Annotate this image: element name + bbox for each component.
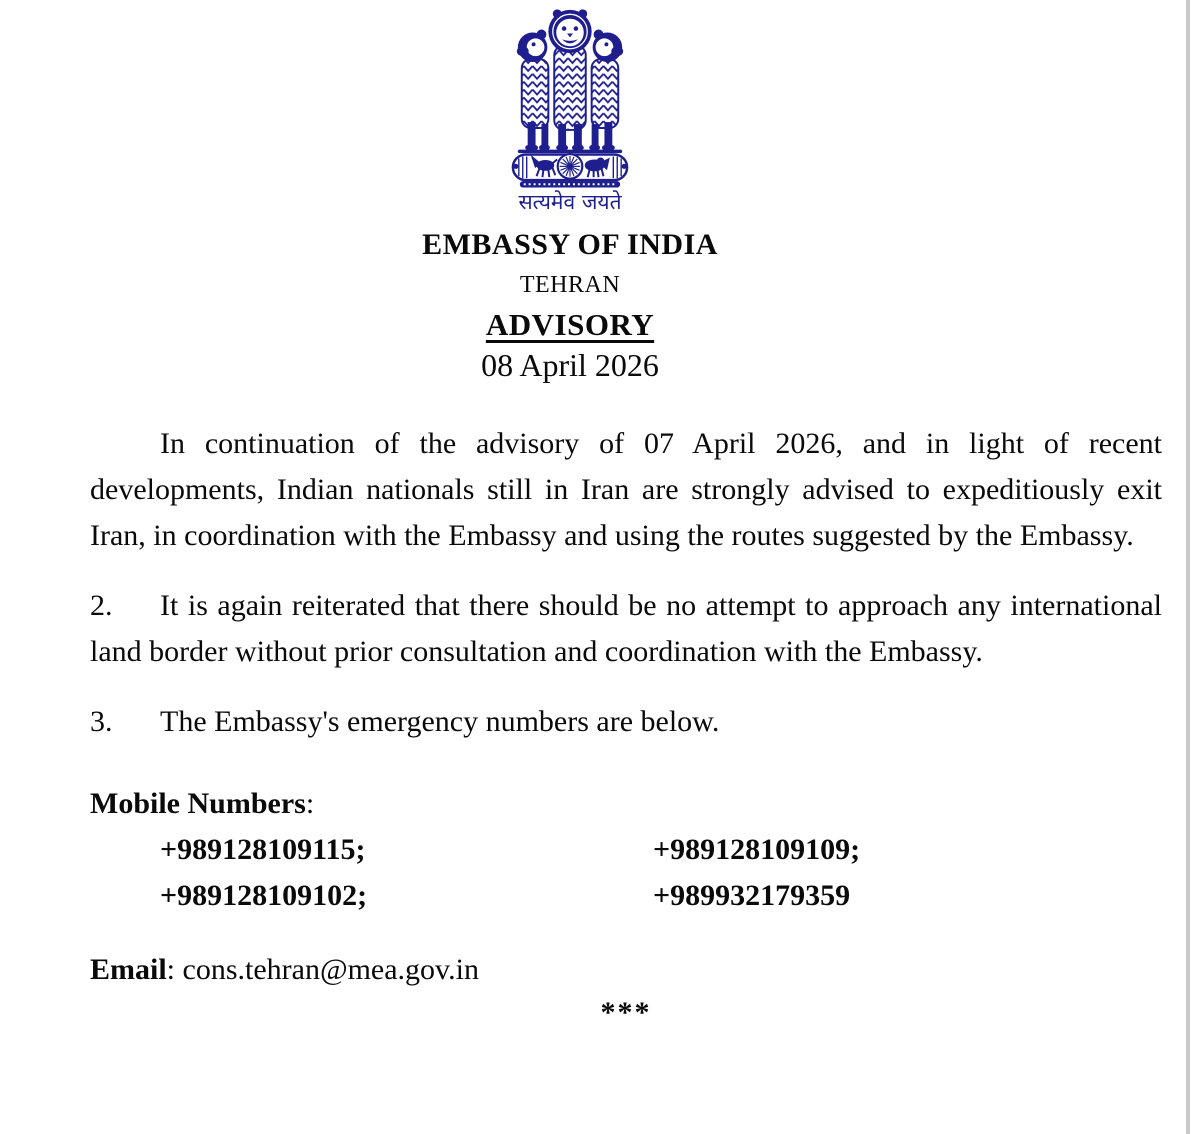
phone-number-4: +989932179359 bbox=[653, 879, 851, 912]
advisory-date: 08 April 2026 bbox=[481, 347, 659, 383]
paragraph-2 bbox=[90, 583, 1162, 675]
phone-number-1: +989128109115; bbox=[160, 833, 366, 866]
mobile-numbers-heading bbox=[90, 781, 1162, 827]
india-state-emblem bbox=[0, 2, 1140, 215]
paragraph-3-text: The Embassy's emergency numbers are below. bbox=[160, 705, 720, 738]
paragraph-2-text: It is again reiterated that there should be no attempt to approach any international land border without prior consultation and coordination with the Embassy. bbox=[90, 589, 1162, 668]
ashoka-lion-capital-icon bbox=[506, 2, 634, 189]
phone-number-2: +989128109109; bbox=[653, 833, 861, 866]
phone-numbers-row-2 bbox=[90, 873, 1162, 919]
email-separator: : bbox=[166, 953, 183, 986]
paragraph-3-number: 3. bbox=[90, 705, 113, 738]
satyameva-jayate-motto: सत्यमेव जयते bbox=[518, 190, 622, 214]
email-label: Email bbox=[90, 953, 167, 986]
email-address: cons.tehran@mea.gov.in bbox=[182, 953, 479, 986]
page-right-edge-line bbox=[1186, 0, 1190, 1134]
advisory-title: ADVISORY bbox=[485, 307, 655, 342]
paragraph-3 bbox=[90, 699, 1162, 745]
document-header bbox=[0, 0, 1140, 385]
end-of-document-mark: *** bbox=[600, 996, 652, 1029]
phone-number-3: +989128109102; bbox=[160, 879, 368, 912]
document-body bbox=[90, 421, 1162, 1033]
embassy-title: EMBASSY OF INDIA bbox=[422, 228, 718, 261]
mobile-numbers-colon: : bbox=[305, 787, 315, 820]
paragraph-1: In continuation of the advisory of 07 April 2026, and in light of recent developments, Indian nationals still in Iran are strongly advised to expeditiously exit Iran, in coordination with the Embassy and using the routes suggested by the Embassy. bbox=[90, 427, 1162, 552]
paragraph-2-number: 2. bbox=[90, 589, 113, 622]
phone-numbers-row-1 bbox=[90, 827, 1162, 873]
embassy-city: TEHRAN bbox=[519, 272, 621, 298]
email-line bbox=[90, 947, 1162, 993]
mobile-numbers-label: Mobile Numbers bbox=[90, 787, 306, 820]
